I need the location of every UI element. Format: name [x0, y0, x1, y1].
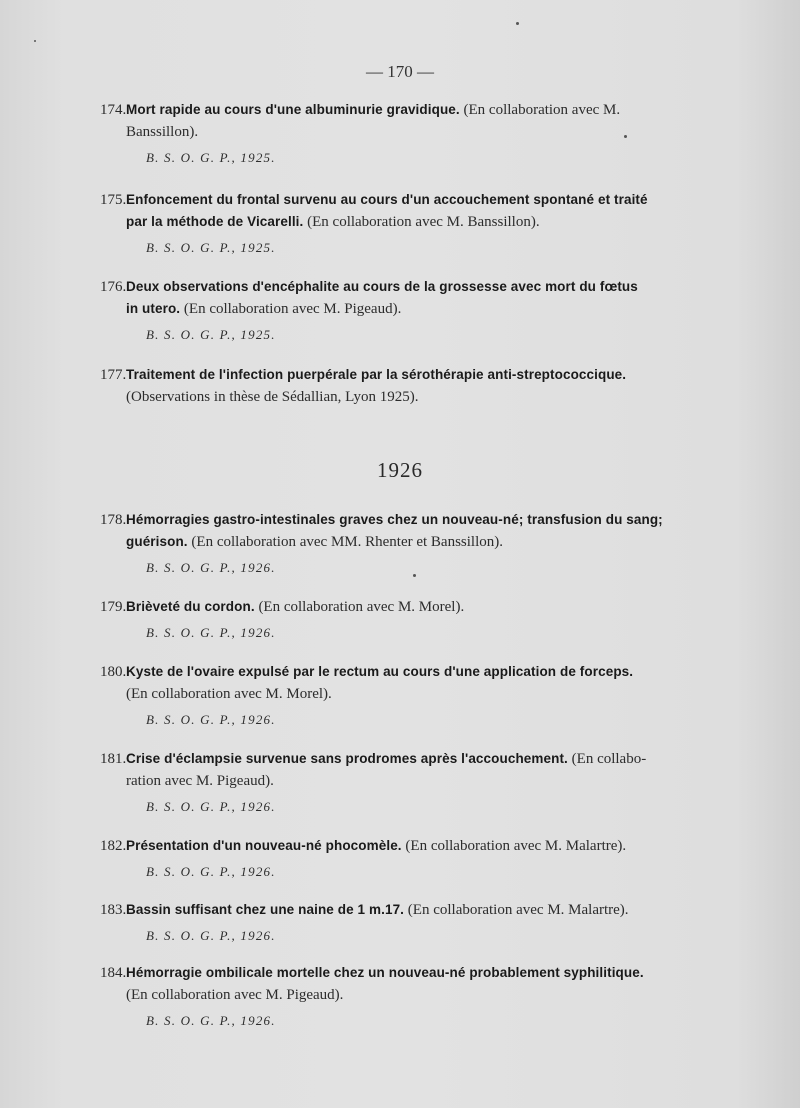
- entry-reference: B. S. O. G. P., 1925.: [146, 150, 276, 165]
- bibliography-entry: [100, 509, 715, 579]
- entry-number: 184.: [100, 965, 127, 981]
- entry-number: 182.: [100, 838, 127, 854]
- entry-reference: B. S. O. G. P., 1925.: [146, 240, 276, 255]
- entry-note-continued: Banssillon).: [126, 124, 199, 140]
- entry-number: 178.: [100, 512, 127, 528]
- entry-reference: B. S. O. G. P., 1926.: [146, 1013, 276, 1028]
- bibliography-entry: [100, 364, 715, 408]
- year-heading: 1926: [377, 458, 423, 482]
- entry-note: (En collaboration avec M. Morel).: [126, 686, 332, 702]
- entry-title-continued: in utero.: [126, 301, 181, 316]
- entry-reference: B. S. O. G. P., 1926.: [146, 625, 276, 640]
- entry-title: Hémorragies gastro-intestinales graves chez un nouveau-né; transfusion du sang;: [126, 512, 663, 527]
- bibliography-entry: [100, 962, 715, 1032]
- entry-note: (En collaboration avec MM. Rhenter et Banssillon).: [191, 534, 504, 550]
- scan-speck: [624, 135, 627, 138]
- entry-number: 179.: [100, 599, 127, 615]
- entry-number: 177.: [100, 367, 127, 383]
- entry-title-continued: par la méthode de Vicarelli.: [126, 214, 304, 229]
- entry-note: (En collaboration avec M. Malartre).: [407, 902, 629, 918]
- entry-title: Bassin suffisant chez une naine de 1 m.17.: [126, 902, 405, 917]
- entry-title-continued: guérison.: [126, 534, 188, 549]
- bibliography-entry: [100, 899, 715, 947]
- entry-note: (En collaboration avec M. Pigeaud).: [183, 301, 402, 317]
- entry-note: (Observations in thèse de Sédallian, Lyon 1925).: [126, 389, 419, 405]
- entry-number: 181.: [100, 751, 127, 767]
- entry-title: Mort rapide au cours d'une albuminurie gravidique.: [126, 102, 460, 117]
- bibliography-entry: [100, 661, 715, 731]
- entry-title: Présentation d'un nouveau-né phocomèle.: [126, 838, 402, 853]
- bibliography-entry: [100, 99, 715, 169]
- scan-speck: [34, 40, 36, 42]
- entry-number: 176.: [100, 279, 127, 295]
- entry-reference: B. S. O. G. P., 1926.: [146, 712, 276, 727]
- bibliography-entry: [100, 835, 715, 883]
- entry-reference: B. S. O. G. P., 1925.: [146, 327, 276, 342]
- entry-title: Crise d'éclampsie survenue sans prodromes après l'accouchement.: [126, 751, 568, 766]
- entry-title: Deux observations d'encéphalite au cours de la grossesse avec mort du fœtus: [126, 279, 638, 294]
- entry-note: (En collaboration avec M. Morel).: [258, 599, 465, 615]
- entry-number: 174.: [100, 102, 127, 118]
- scan-speck: [516, 22, 519, 25]
- entry-title: Brièveté du cordon.: [126, 599, 255, 614]
- entry-reference: B. S. O. G. P., 1926.: [146, 799, 276, 814]
- entry-note: (En collaboration avec M. Banssillon).: [307, 214, 540, 230]
- entry-title: Enfoncement du frontal survenu au cours d'un accouchement spontané et traité: [126, 192, 648, 207]
- entry-number: 183.: [100, 902, 127, 918]
- entry-number: 175.: [100, 192, 127, 208]
- entry-reference: B. S. O. G. P., 1926.: [146, 864, 276, 879]
- entry-reference: B. S. O. G. P., 1926.: [146, 560, 276, 575]
- bibliography-entry: [100, 748, 715, 818]
- entry-number: 180.: [100, 664, 127, 680]
- entry-note: (En collaboration avec M. Malartre).: [405, 838, 627, 854]
- entry-title: Kyste de l'ovaire expulsé par le rectum au cours d'une application de forceps.: [126, 664, 634, 679]
- entry-title: Traitement de l'infection puerpérale par la sérothérapie anti-streptococcique.: [126, 367, 627, 382]
- entry-note: (En collaboration avec M. Pigeaud).: [126, 987, 344, 1003]
- entry-note: (En collabo-: [571, 751, 647, 767]
- entry-reference: B. S. O. G. P., 1926.: [146, 928, 276, 943]
- entry-title: Hémorragie ombilicale mortelle chez un nouveau-né probablement syphilitique.: [126, 965, 644, 980]
- bibliography-entry: [100, 276, 715, 346]
- bibliography-entry: [100, 189, 715, 259]
- scan-speck: [413, 574, 416, 577]
- bibliography-entry: [100, 596, 715, 644]
- entry-note: (En collaboration avec M.: [463, 102, 621, 118]
- page-number: — 170 —: [366, 62, 434, 81]
- entry-note-continued: ration avec M. Pigeaud).: [126, 773, 274, 789]
